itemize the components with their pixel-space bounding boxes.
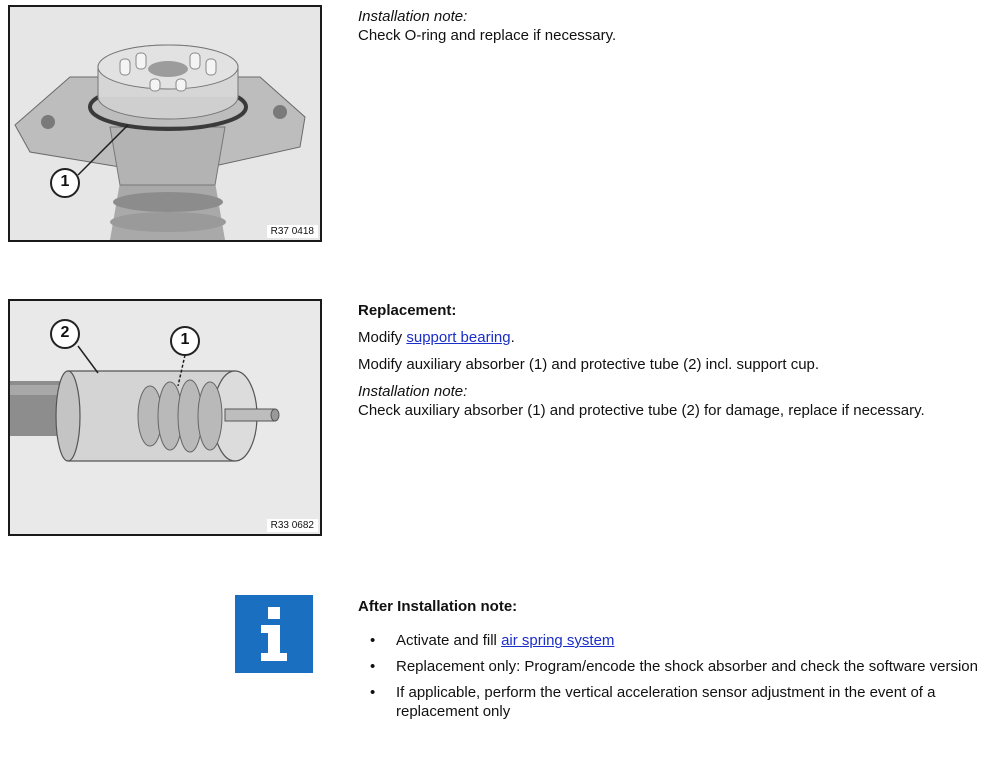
figure-code: R37 0418 bbox=[267, 225, 318, 238]
installation-note-text: Check O-ring and replace if necessary. bbox=[358, 27, 617, 44]
replacement-line-2: Modify auxiliary absorber (1) and protective tube (2) incl. support cup. bbox=[358, 356, 820, 373]
support-bearing-illustration bbox=[10, 7, 320, 240]
list-item: • Replacement only: Program/encode the shock absorber and check the software version bbox=[358, 657, 988, 676]
after-installation-list bbox=[358, 631, 988, 728]
line1-suffix: . bbox=[510, 329, 515, 346]
list-item bbox=[358, 631, 988, 650]
replacement-line-1 bbox=[358, 328, 988, 347]
after-installation-heading: After Installation note: bbox=[358, 598, 518, 615]
section2-text bbox=[358, 301, 988, 420]
line1-prefix: Modify bbox=[358, 329, 407, 346]
list-item: • If applicable, perform the vertical acceleration sensor adjustment in the event of a replacement only bbox=[358, 683, 988, 721]
replacement-heading: Replacement: bbox=[358, 302, 457, 319]
installation-note-text: Check auxiliary absorber (1) and protective tube (2) for damage, replace if necessary. bbox=[358, 402, 925, 419]
callout-1: 1 bbox=[60, 173, 70, 190]
figure-support-bearing bbox=[8, 5, 322, 242]
air-spring-system-link[interactable]: air spring system bbox=[501, 632, 615, 649]
section1-text bbox=[358, 7, 978, 45]
support-bearing-link[interactable]: support bearing bbox=[406, 329, 511, 346]
info-icon bbox=[235, 595, 313, 673]
callout-2: 2 bbox=[60, 324, 70, 341]
installation-note-label: Installation note: bbox=[358, 8, 468, 25]
callout-1: 1 bbox=[180, 331, 190, 348]
figure-code: R33 0682 bbox=[267, 519, 318, 532]
bullet1-prefix: Activate and fill bbox=[396, 632, 502, 649]
installation-note-label: Installation note: bbox=[358, 383, 468, 400]
figure-auxiliary-absorber bbox=[8, 299, 322, 536]
